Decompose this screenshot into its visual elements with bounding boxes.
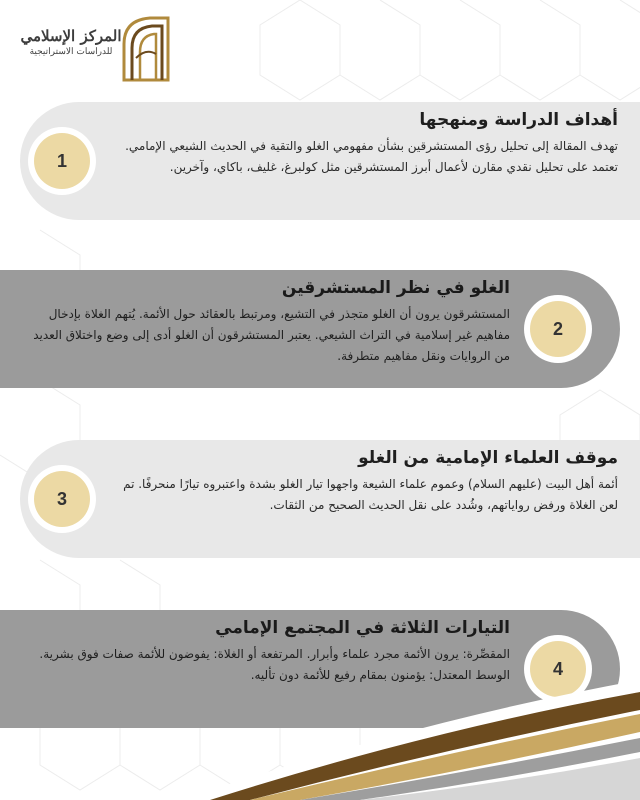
section-content	[118, 448, 618, 516]
decorative-bottom-wave	[0, 680, 640, 800]
section-text: المقصِّرة: يرون الأئمة مجرد علماء وأبرار. المرتفعة أو الغلاة: يفوضون للأئمة صفات فوق بشرية. الوسط المعتدل: يؤمنون بمقام رفيع للأئمة دون تأليه.	[39, 647, 510, 682]
section-content	[118, 110, 618, 178]
section-number: 4	[530, 641, 586, 697]
logo-text	[20, 28, 122, 58]
number-badge	[28, 465, 96, 533]
logo-emblem-icon	[120, 14, 172, 84]
number-badge	[524, 295, 592, 363]
logo-line2: للدراسات الاستراتيجية	[29, 47, 113, 58]
section-title: موقف العلماء الإمامية من الغلو	[358, 448, 618, 468]
section-text: المستشرقون يرون أن الغلو متجذر في التشيع، ومرتبط بالعقائد حول الأئمة. يُتهم الغلاة بإدخال مفاهيم غير إسلامية في التراث الشيعي. يعتبر المستشرقون أن الغلو أدى إلى وضع واختلاق العديد من الروايات ونقل مفاهيم متطرفة.	[33, 307, 510, 363]
section-text: أئمة أهل البيت (عليهم السلام) وعموم علماء الشيعة واجهوا تيار الغلو بشدة واعتبروه تيارًا منحرفًا. تم لعن الغلاة ورفض رواياتهم، وشُدد على نقل الحديث الصحيح من الثقات.	[123, 477, 618, 512]
section-number: 2	[530, 301, 586, 357]
number-badge	[28, 127, 96, 195]
section-card-3	[0, 440, 640, 558]
section-title: أهداف الدراسة ومنهجها	[419, 110, 618, 130]
logo-line1: المركز الإسلامي	[20, 27, 122, 45]
section-number: 1	[34, 133, 90, 189]
section-title: الغلو في نظر المستشرقين	[281, 278, 510, 298]
logo	[8, 8, 168, 88]
section-number: 3	[34, 471, 90, 527]
section-content	[22, 618, 510, 686]
section-text: تهدف المقالة إلى تحليل رؤى المستشرقين بشأن مفهومي الغلو والتقية في الحديث الشيعي الإمامي. تعتمد على تحليل نقدي مقارن لأعمال أبرز المستشرقين مثل كولبرغ، غليف، باكاي، وآخرين.	[125, 139, 618, 174]
section-card-2	[0, 270, 640, 388]
section-card-1	[0, 102, 640, 220]
section-content	[22, 278, 510, 367]
section-title: التيارات الثلاثة في المجتمع الإمامي	[215, 618, 510, 638]
